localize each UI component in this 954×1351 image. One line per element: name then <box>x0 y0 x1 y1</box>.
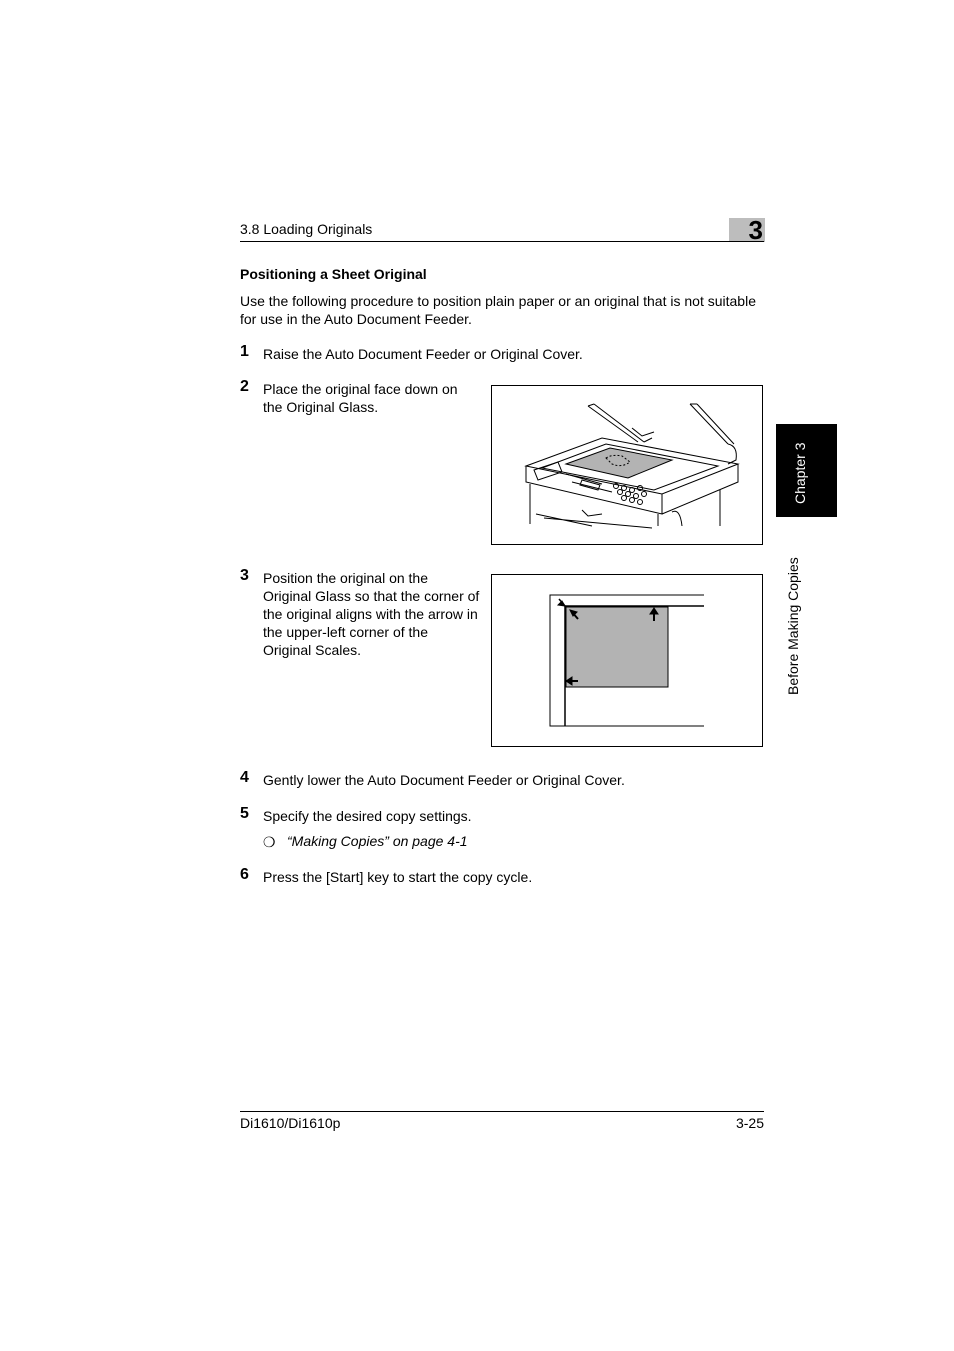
step-number-5: 5 <box>240 805 249 822</box>
step-text-2-line: Place the original face down on <box>263 381 458 397</box>
footer-rule <box>240 1111 764 1112</box>
section-title: Positioning a Sheet Original <box>240 266 427 282</box>
running-header-title: 3.8 Loading Originals <box>240 221 373 237</box>
step-number-6: 6 <box>240 866 249 883</box>
cross-reference-link[interactable]: “Making Copies” on page 4-1 <box>287 833 468 849</box>
step-number-4: 4 <box>240 769 249 786</box>
step-text-6: Press the [Start] key to start the copy cycle. <box>263 869 533 885</box>
step-number-2: 2 <box>240 378 249 395</box>
header-rule <box>240 241 764 242</box>
original-scales-diagram <box>492 575 762 746</box>
step-text-2 <box>263 380 458 416</box>
chapter-number-box: 3 <box>729 218 765 242</box>
step-text-2-line: the Original Glass. <box>263 399 379 415</box>
reference-bullet-icon: ❍ <box>263 834 276 850</box>
step-text-5: Specify the desired copy settings. <box>263 808 472 824</box>
step-text-3-line: Original Scales. <box>263 642 362 658</box>
step-text-1: Raise the Auto Document Feeder or Original Cover. <box>263 346 583 362</box>
original-scales-figure <box>491 574 763 747</box>
footer-page-number: 3-25 <box>735 1115 764 1131</box>
step-number-3: 3 <box>240 567 249 584</box>
step-text-3 <box>263 569 485 659</box>
intro-paragraph: Use the following procedure to position plain paper or an original that is not suitable for use in the Auto Document Feeder. <box>240 293 756 327</box>
chapter-side-tab <box>776 424 837 517</box>
step-text-3-line: the upper-left corner of the <box>263 624 428 640</box>
side-tab-chapter-label: Chapter 3 <box>792 442 808 504</box>
step-number-1: 1 <box>240 343 249 360</box>
step-text-3-line: Original Glass so that the corner of <box>263 588 480 604</box>
step-text-3-line: the original aligns with the arrow in <box>263 606 478 622</box>
footer-model: Di1610/Di1610p <box>240 1115 341 1131</box>
step-text-4: Gently lower the Auto Document Feeder or Original Cover. <box>263 772 625 788</box>
side-section-label: Before Making Copies <box>785 557 801 695</box>
original-sheet <box>566 607 668 687</box>
copier-illustration-figure <box>491 385 763 545</box>
copier-illustration <box>492 386 762 544</box>
step-text-3-line: Position the original on the <box>263 570 428 586</box>
